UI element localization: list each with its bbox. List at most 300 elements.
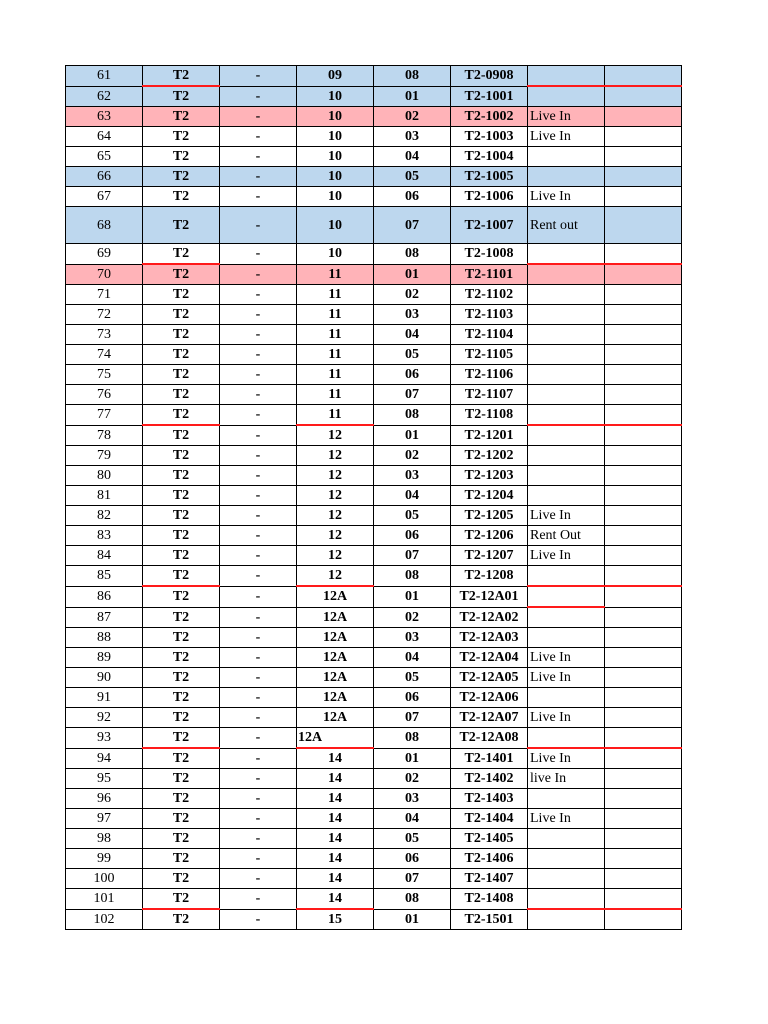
separator-cell[interactable]: - bbox=[220, 187, 297, 207]
unit-code-cell[interactable]: T2-12A05 bbox=[451, 668, 528, 688]
floor-cell[interactable]: 12 bbox=[297, 566, 374, 587]
floor-cell[interactable]: 11 bbox=[297, 385, 374, 405]
status-cell[interactable] bbox=[528, 244, 605, 265]
tower-cell[interactable]: T2 bbox=[143, 285, 220, 305]
unit-code-cell[interactable]: T2-1106 bbox=[451, 365, 528, 385]
notes-cell[interactable] bbox=[605, 187, 682, 207]
separator-cell[interactable]: - bbox=[220, 365, 297, 385]
separator-cell[interactable]: - bbox=[220, 147, 297, 167]
tower-cell[interactable]: T2 bbox=[143, 446, 220, 466]
notes-cell[interactable] bbox=[605, 285, 682, 305]
status-cell[interactable] bbox=[528, 586, 605, 607]
row-number-cell[interactable]: 79 bbox=[66, 446, 143, 466]
unit-cell[interactable]: 02 bbox=[374, 285, 451, 305]
floor-cell[interactable]: 15 bbox=[297, 909, 374, 930]
unit-cell[interactable]: 07 bbox=[374, 708, 451, 728]
floor-cell[interactable]: 12A bbox=[297, 668, 374, 688]
floor-cell[interactable]: 12A bbox=[297, 628, 374, 648]
status-cell[interactable] bbox=[528, 86, 605, 107]
floor-cell[interactable]: 10 bbox=[297, 127, 374, 147]
tower-cell[interactable]: T2 bbox=[143, 466, 220, 486]
row-number-cell[interactable]: 62 bbox=[66, 86, 143, 107]
floor-cell[interactable]: 11 bbox=[297, 325, 374, 345]
tower-cell[interactable]: T2 bbox=[143, 264, 220, 285]
tower-cell[interactable]: T2 bbox=[143, 607, 220, 628]
separator-cell[interactable]: - bbox=[220, 607, 297, 628]
tower-cell[interactable]: T2 bbox=[143, 385, 220, 405]
status-cell[interactable]: Live In bbox=[528, 668, 605, 688]
tower-cell[interactable]: T2 bbox=[143, 167, 220, 187]
tower-cell[interactable]: T2 bbox=[143, 829, 220, 849]
row-number-cell[interactable]: 80 bbox=[66, 466, 143, 486]
notes-cell[interactable] bbox=[605, 526, 682, 546]
tower-cell[interactable]: T2 bbox=[143, 365, 220, 385]
notes-cell[interactable] bbox=[605, 244, 682, 265]
unit-code-cell[interactable]: T2-1102 bbox=[451, 285, 528, 305]
floor-cell[interactable]: 12A bbox=[297, 586, 374, 607]
separator-cell[interactable]: - bbox=[220, 385, 297, 405]
unit-cell[interactable]: 07 bbox=[374, 385, 451, 405]
unit-code-cell[interactable]: T2-1007 bbox=[451, 207, 528, 244]
status-cell[interactable]: Live In bbox=[528, 748, 605, 769]
row-number-cell[interactable]: 64 bbox=[66, 127, 143, 147]
unit-cell[interactable]: 02 bbox=[374, 769, 451, 789]
floor-cell[interactable]: 14 bbox=[297, 769, 374, 789]
row-number-cell[interactable]: 82 bbox=[66, 506, 143, 526]
status-cell[interactable]: Live In bbox=[528, 107, 605, 127]
floor-cell[interactable]: 12 bbox=[297, 506, 374, 526]
row-number-cell[interactable]: 99 bbox=[66, 849, 143, 869]
separator-cell[interactable]: - bbox=[220, 425, 297, 446]
floor-cell[interactable]: 12 bbox=[297, 546, 374, 566]
notes-cell[interactable] bbox=[605, 769, 682, 789]
floor-cell[interactable]: 10 bbox=[297, 244, 374, 265]
separator-cell[interactable]: - bbox=[220, 305, 297, 325]
floor-cell[interactable]: 14 bbox=[297, 789, 374, 809]
row-number-cell[interactable]: 95 bbox=[66, 769, 143, 789]
unit-cell[interactable]: 01 bbox=[374, 748, 451, 769]
status-cell[interactable]: live In bbox=[528, 769, 605, 789]
status-cell[interactable] bbox=[528, 789, 605, 809]
unit-cell[interactable]: 08 bbox=[374, 889, 451, 910]
unit-code-cell[interactable]: T2-12A01 bbox=[451, 586, 528, 607]
row-number-cell[interactable]: 78 bbox=[66, 425, 143, 446]
notes-cell[interactable] bbox=[605, 586, 682, 607]
status-cell[interactable]: Live In bbox=[528, 187, 605, 207]
row-number-cell[interactable]: 86 bbox=[66, 586, 143, 607]
separator-cell[interactable]: - bbox=[220, 526, 297, 546]
separator-cell[interactable]: - bbox=[220, 244, 297, 265]
unit-cell[interactable]: 08 bbox=[374, 405, 451, 426]
floor-cell[interactable]: 12A bbox=[297, 607, 374, 628]
floor-cell[interactable]: 11 bbox=[297, 285, 374, 305]
notes-cell[interactable] bbox=[605, 789, 682, 809]
unit-cell[interactable]: 06 bbox=[374, 688, 451, 708]
separator-cell[interactable]: - bbox=[220, 849, 297, 869]
notes-cell[interactable] bbox=[605, 345, 682, 365]
unit-cell[interactable]: 05 bbox=[374, 345, 451, 365]
notes-cell[interactable] bbox=[605, 127, 682, 147]
status-cell[interactable]: Live In bbox=[528, 809, 605, 829]
notes-cell[interactable] bbox=[605, 728, 682, 749]
row-number-cell[interactable]: 91 bbox=[66, 688, 143, 708]
floor-cell[interactable]: 14 bbox=[297, 809, 374, 829]
row-number-cell[interactable]: 88 bbox=[66, 628, 143, 648]
unit-cell[interactable]: 03 bbox=[374, 789, 451, 809]
notes-cell[interactable] bbox=[605, 889, 682, 910]
unit-cell[interactable]: 07 bbox=[374, 546, 451, 566]
separator-cell[interactable]: - bbox=[220, 466, 297, 486]
unit-cell[interactable]: 02 bbox=[374, 107, 451, 127]
unit-cell[interactable]: 05 bbox=[374, 668, 451, 688]
status-cell[interactable] bbox=[528, 889, 605, 910]
floor-cell[interactable]: 12 bbox=[297, 446, 374, 466]
row-number-cell[interactable]: 77 bbox=[66, 405, 143, 426]
separator-cell[interactable]: - bbox=[220, 566, 297, 587]
unit-cell[interactable]: 07 bbox=[374, 869, 451, 889]
floor-cell[interactable]: 12A bbox=[297, 688, 374, 708]
unit-code-cell[interactable]: T2-1208 bbox=[451, 566, 528, 587]
tower-cell[interactable]: T2 bbox=[143, 86, 220, 107]
unit-code-cell[interactable]: T2-1408 bbox=[451, 889, 528, 910]
notes-cell[interactable] bbox=[605, 909, 682, 930]
floor-cell[interactable]: 10 bbox=[297, 107, 374, 127]
separator-cell[interactable]: - bbox=[220, 127, 297, 147]
row-number-cell[interactable]: 100 bbox=[66, 869, 143, 889]
separator-cell[interactable]: - bbox=[220, 167, 297, 187]
status-cell[interactable] bbox=[528, 425, 605, 446]
floor-cell[interactable]: 12A bbox=[297, 708, 374, 728]
status-cell[interactable] bbox=[528, 385, 605, 405]
notes-cell[interactable] bbox=[605, 628, 682, 648]
unit-code-cell[interactable]: T2-12A04 bbox=[451, 648, 528, 668]
unit-code-cell[interactable]: T2-1202 bbox=[451, 446, 528, 466]
row-number-cell[interactable]: 73 bbox=[66, 325, 143, 345]
unit-code-cell[interactable]: T2-1107 bbox=[451, 385, 528, 405]
floor-cell[interactable]: 12 bbox=[297, 466, 374, 486]
status-cell[interactable] bbox=[528, 688, 605, 708]
tower-cell[interactable]: T2 bbox=[143, 869, 220, 889]
tower-cell[interactable]: T2 bbox=[143, 889, 220, 910]
status-cell[interactable] bbox=[528, 849, 605, 869]
notes-cell[interactable] bbox=[605, 365, 682, 385]
unit-code-cell[interactable]: T2-1205 bbox=[451, 506, 528, 526]
separator-cell[interactable]: - bbox=[220, 325, 297, 345]
separator-cell[interactable]: - bbox=[220, 829, 297, 849]
unit-code-cell[interactable]: T2-1203 bbox=[451, 466, 528, 486]
tower-cell[interactable]: T2 bbox=[143, 187, 220, 207]
unit-cell[interactable]: 06 bbox=[374, 849, 451, 869]
status-cell[interactable] bbox=[528, 167, 605, 187]
separator-cell[interactable]: - bbox=[220, 107, 297, 127]
floor-cell[interactable]: 14 bbox=[297, 869, 374, 889]
notes-cell[interactable] bbox=[605, 446, 682, 466]
unit-code-cell[interactable]: T2-1207 bbox=[451, 546, 528, 566]
unit-cell[interactable]: 05 bbox=[374, 506, 451, 526]
notes-cell[interactable] bbox=[605, 325, 682, 345]
unit-code-cell[interactable]: T2-1108 bbox=[451, 405, 528, 426]
floor-cell[interactable]: 12 bbox=[297, 526, 374, 546]
status-cell[interactable] bbox=[528, 325, 605, 345]
unit-code-cell[interactable]: T2-1201 bbox=[451, 425, 528, 446]
row-number-cell[interactable]: 70 bbox=[66, 264, 143, 285]
tower-cell[interactable]: T2 bbox=[143, 147, 220, 167]
unit-code-cell[interactable]: T2-12A07 bbox=[451, 708, 528, 728]
floor-cell[interactable]: 14 bbox=[297, 889, 374, 910]
floor-cell[interactable]: 10 bbox=[297, 187, 374, 207]
unit-code-cell[interactable]: T2-1105 bbox=[451, 345, 528, 365]
unit-cell[interactable]: 06 bbox=[374, 526, 451, 546]
status-cell[interactable] bbox=[528, 869, 605, 889]
row-number-cell[interactable]: 98 bbox=[66, 829, 143, 849]
tower-cell[interactable]: T2 bbox=[143, 526, 220, 546]
unit-cell[interactable]: 08 bbox=[374, 66, 451, 87]
row-number-cell[interactable]: 102 bbox=[66, 909, 143, 930]
tower-cell[interactable]: T2 bbox=[143, 688, 220, 708]
separator-cell[interactable]: - bbox=[220, 446, 297, 466]
notes-cell[interactable] bbox=[605, 566, 682, 587]
row-number-cell[interactable]: 101 bbox=[66, 889, 143, 910]
row-number-cell[interactable]: 69 bbox=[66, 244, 143, 265]
tower-cell[interactable]: T2 bbox=[143, 425, 220, 446]
tower-cell[interactable]: T2 bbox=[143, 305, 220, 325]
tower-cell[interactable]: T2 bbox=[143, 486, 220, 506]
unit-cell[interactable]: 01 bbox=[374, 264, 451, 285]
separator-cell[interactable]: - bbox=[220, 486, 297, 506]
tower-cell[interactable]: T2 bbox=[143, 909, 220, 930]
row-number-cell[interactable]: 94 bbox=[66, 748, 143, 769]
tower-cell[interactable]: T2 bbox=[143, 648, 220, 668]
separator-cell[interactable]: - bbox=[220, 66, 297, 87]
separator-cell[interactable]: - bbox=[220, 688, 297, 708]
unit-code-cell[interactable]: T2-1405 bbox=[451, 829, 528, 849]
row-number-cell[interactable]: 97 bbox=[66, 809, 143, 829]
row-number-cell[interactable]: 65 bbox=[66, 147, 143, 167]
separator-cell[interactable]: - bbox=[220, 285, 297, 305]
separator-cell[interactable]: - bbox=[220, 809, 297, 829]
tower-cell[interactable]: T2 bbox=[143, 66, 220, 87]
separator-cell[interactable]: - bbox=[220, 668, 297, 688]
tower-cell[interactable]: T2 bbox=[143, 789, 220, 809]
unit-cell[interactable]: 08 bbox=[374, 566, 451, 587]
row-number-cell[interactable]: 90 bbox=[66, 668, 143, 688]
floor-cell[interactable]: 14 bbox=[297, 829, 374, 849]
floor-cell[interactable]: 14 bbox=[297, 849, 374, 869]
status-cell[interactable]: Live In bbox=[528, 506, 605, 526]
unit-code-cell[interactable]: T2-1401 bbox=[451, 748, 528, 769]
notes-cell[interactable] bbox=[605, 466, 682, 486]
unit-cell[interactable]: 01 bbox=[374, 909, 451, 930]
notes-cell[interactable] bbox=[605, 425, 682, 446]
unit-cell[interactable]: 03 bbox=[374, 628, 451, 648]
row-number-cell[interactable]: 96 bbox=[66, 789, 143, 809]
status-cell[interactable] bbox=[528, 829, 605, 849]
status-cell[interactable]: Rent Out bbox=[528, 526, 605, 546]
tower-cell[interactable]: T2 bbox=[143, 546, 220, 566]
floor-cell[interactable]: 12 bbox=[297, 425, 374, 446]
row-number-cell[interactable]: 66 bbox=[66, 167, 143, 187]
row-number-cell[interactable]: 76 bbox=[66, 385, 143, 405]
unit-cell[interactable]: 04 bbox=[374, 325, 451, 345]
row-number-cell[interactable]: 83 bbox=[66, 526, 143, 546]
row-number-cell[interactable]: 93 bbox=[66, 728, 143, 749]
notes-cell[interactable] bbox=[605, 86, 682, 107]
status-cell[interactable] bbox=[528, 566, 605, 587]
status-cell[interactable]: Live In bbox=[528, 648, 605, 668]
unit-code-cell[interactable]: T2-1004 bbox=[451, 147, 528, 167]
floor-cell[interactable]: 10 bbox=[297, 86, 374, 107]
tower-cell[interactable]: T2 bbox=[143, 107, 220, 127]
unit-cell[interactable]: 05 bbox=[374, 829, 451, 849]
separator-cell[interactable]: - bbox=[220, 546, 297, 566]
unit-code-cell[interactable]: T2-1002 bbox=[451, 107, 528, 127]
status-cell[interactable] bbox=[528, 466, 605, 486]
unit-code-cell[interactable]: T2-1006 bbox=[451, 187, 528, 207]
unit-code-cell[interactable]: T2-1402 bbox=[451, 769, 528, 789]
status-cell[interactable] bbox=[528, 628, 605, 648]
unit-cell[interactable]: 02 bbox=[374, 607, 451, 628]
status-cell[interactable] bbox=[528, 264, 605, 285]
unit-cell[interactable]: 08 bbox=[374, 244, 451, 265]
row-number-cell[interactable]: 84 bbox=[66, 546, 143, 566]
tower-cell[interactable]: T2 bbox=[143, 566, 220, 587]
floor-cell[interactable]: 14 bbox=[297, 748, 374, 769]
status-cell[interactable]: Live In bbox=[528, 127, 605, 147]
separator-cell[interactable]: - bbox=[220, 869, 297, 889]
floor-cell[interactable]: 09 bbox=[297, 66, 374, 87]
separator-cell[interactable]: - bbox=[220, 728, 297, 749]
tower-cell[interactable]: T2 bbox=[143, 708, 220, 728]
unit-code-cell[interactable]: T2-1103 bbox=[451, 305, 528, 325]
notes-cell[interactable] bbox=[605, 305, 682, 325]
unit-cell[interactable]: 07 bbox=[374, 207, 451, 244]
notes-cell[interactable] bbox=[605, 648, 682, 668]
tower-cell[interactable]: T2 bbox=[143, 748, 220, 769]
status-cell[interactable] bbox=[528, 405, 605, 426]
status-cell[interactable] bbox=[528, 486, 605, 506]
tower-cell[interactable]: T2 bbox=[143, 506, 220, 526]
status-cell[interactable] bbox=[528, 607, 605, 628]
tower-cell[interactable]: T2 bbox=[143, 728, 220, 749]
row-number-cell[interactable]: 75 bbox=[66, 365, 143, 385]
unit-cell[interactable]: 01 bbox=[374, 425, 451, 446]
floor-cell[interactable]: 12A bbox=[297, 728, 374, 749]
unit-code-cell[interactable]: T2-1406 bbox=[451, 849, 528, 869]
separator-cell[interactable]: - bbox=[220, 86, 297, 107]
notes-cell[interactable] bbox=[605, 708, 682, 728]
unit-cell[interactable]: 03 bbox=[374, 127, 451, 147]
notes-cell[interactable] bbox=[605, 405, 682, 426]
notes-cell[interactable] bbox=[605, 809, 682, 829]
unit-code-cell[interactable]: T2-1008 bbox=[451, 244, 528, 265]
separator-cell[interactable]: - bbox=[220, 708, 297, 728]
notes-cell[interactable] bbox=[605, 849, 682, 869]
separator-cell[interactable]: - bbox=[220, 586, 297, 607]
unit-code-cell[interactable]: T2-1204 bbox=[451, 486, 528, 506]
status-cell[interactable] bbox=[528, 446, 605, 466]
notes-cell[interactable] bbox=[605, 167, 682, 187]
separator-cell[interactable]: - bbox=[220, 748, 297, 769]
separator-cell[interactable]: - bbox=[220, 405, 297, 426]
tower-cell[interactable]: T2 bbox=[143, 769, 220, 789]
row-number-cell[interactable]: 92 bbox=[66, 708, 143, 728]
floor-cell[interactable]: 12A bbox=[297, 648, 374, 668]
unit-cell[interactable]: 03 bbox=[374, 466, 451, 486]
tower-cell[interactable]: T2 bbox=[143, 809, 220, 829]
unit-code-cell[interactable]: T2-1407 bbox=[451, 869, 528, 889]
unit-cell[interactable]: 03 bbox=[374, 305, 451, 325]
row-number-cell[interactable]: 89 bbox=[66, 648, 143, 668]
row-number-cell[interactable]: 61 bbox=[66, 66, 143, 87]
unit-code-cell[interactable]: T2-1003 bbox=[451, 127, 528, 147]
unit-code-cell[interactable]: T2-1101 bbox=[451, 264, 528, 285]
row-number-cell[interactable]: 74 bbox=[66, 345, 143, 365]
unit-code-cell[interactable]: T2-1403 bbox=[451, 789, 528, 809]
separator-cell[interactable]: - bbox=[220, 264, 297, 285]
floor-cell[interactable]: 12 bbox=[297, 486, 374, 506]
notes-cell[interactable] bbox=[605, 668, 682, 688]
row-number-cell[interactable]: 68 bbox=[66, 207, 143, 244]
unit-cell[interactable]: 01 bbox=[374, 586, 451, 607]
notes-cell[interactable] bbox=[605, 385, 682, 405]
floor-cell[interactable]: 11 bbox=[297, 405, 374, 426]
separator-cell[interactable]: - bbox=[220, 628, 297, 648]
unit-cell[interactable]: 04 bbox=[374, 809, 451, 829]
row-number-cell[interactable]: 85 bbox=[66, 566, 143, 587]
unit-cell[interactable]: 05 bbox=[374, 167, 451, 187]
status-cell[interactable] bbox=[528, 345, 605, 365]
unit-cell[interactable]: 06 bbox=[374, 187, 451, 207]
unit-cell[interactable]: 01 bbox=[374, 86, 451, 107]
notes-cell[interactable] bbox=[605, 607, 682, 628]
separator-cell[interactable]: - bbox=[220, 909, 297, 930]
row-number-cell[interactable]: 87 bbox=[66, 607, 143, 628]
notes-cell[interactable] bbox=[605, 207, 682, 244]
unit-cell[interactable]: 04 bbox=[374, 648, 451, 668]
notes-cell[interactable] bbox=[605, 829, 682, 849]
floor-cell[interactable]: 11 bbox=[297, 365, 374, 385]
tower-cell[interactable]: T2 bbox=[143, 849, 220, 869]
unit-code-cell[interactable]: T2-1001 bbox=[451, 86, 528, 107]
notes-cell[interactable] bbox=[605, 869, 682, 889]
floor-cell[interactable]: 11 bbox=[297, 345, 374, 365]
notes-cell[interactable] bbox=[605, 107, 682, 127]
status-cell[interactable] bbox=[528, 909, 605, 930]
notes-cell[interactable] bbox=[605, 506, 682, 526]
row-number-cell[interactable]: 72 bbox=[66, 305, 143, 325]
status-cell[interactable] bbox=[528, 66, 605, 87]
separator-cell[interactable]: - bbox=[220, 207, 297, 244]
tower-cell[interactable]: T2 bbox=[143, 207, 220, 244]
tower-cell[interactable]: T2 bbox=[143, 628, 220, 648]
tower-cell[interactable]: T2 bbox=[143, 405, 220, 426]
separator-cell[interactable]: - bbox=[220, 769, 297, 789]
floor-cell[interactable]: 10 bbox=[297, 207, 374, 244]
unit-code-cell[interactable]: T2-1104 bbox=[451, 325, 528, 345]
status-cell[interactable]: Rent out bbox=[528, 207, 605, 244]
unit-code-cell[interactable]: T2-12A06 bbox=[451, 688, 528, 708]
floor-cell[interactable]: 10 bbox=[297, 147, 374, 167]
notes-cell[interactable] bbox=[605, 264, 682, 285]
separator-cell[interactable]: - bbox=[220, 889, 297, 910]
notes-cell[interactable] bbox=[605, 486, 682, 506]
tower-cell[interactable]: T2 bbox=[143, 244, 220, 265]
tower-cell[interactable]: T2 bbox=[143, 586, 220, 607]
status-cell[interactable] bbox=[528, 365, 605, 385]
status-cell[interactable] bbox=[528, 285, 605, 305]
unit-code-cell[interactable]: T2-1206 bbox=[451, 526, 528, 546]
status-cell[interactable] bbox=[528, 147, 605, 167]
